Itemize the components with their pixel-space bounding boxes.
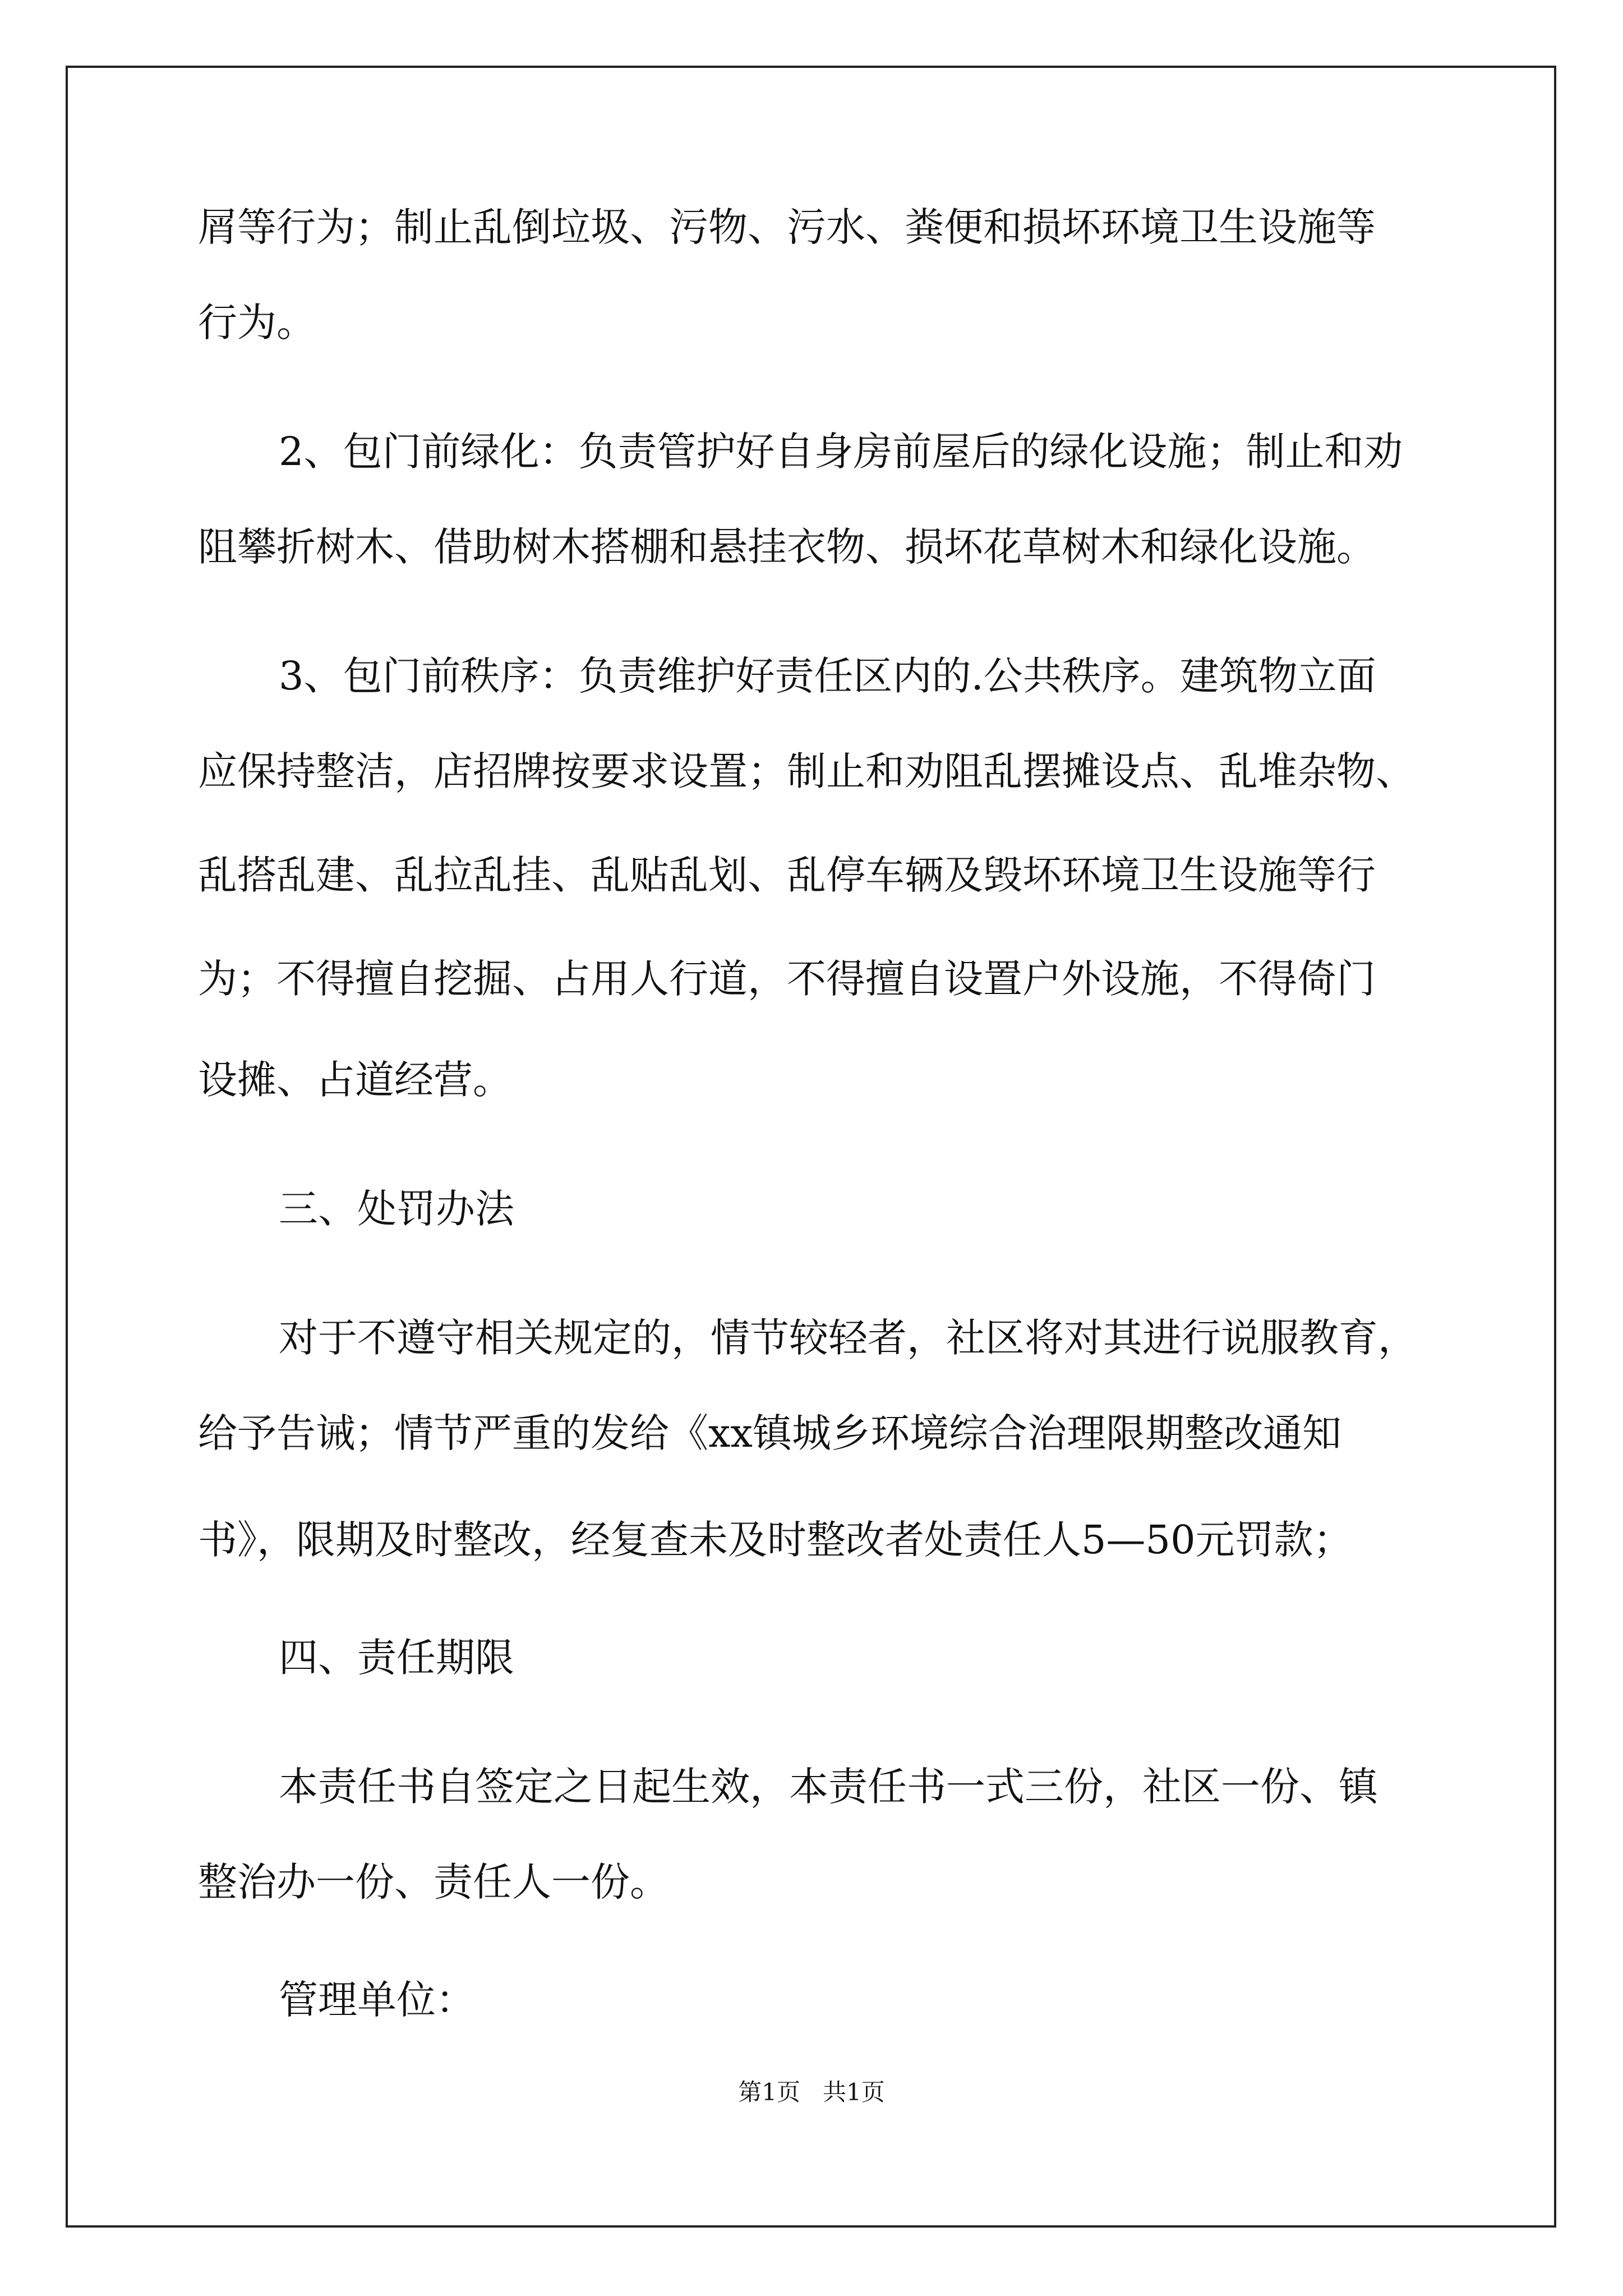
text-line: 行为。 xyxy=(198,300,316,346)
signature-label: 管理单位： xyxy=(279,1977,475,2023)
text-line: 应保持整洁，店招牌按要求设置；制止和劝阻乱摆摊设点、乱堆杂物、 xyxy=(198,748,1415,794)
text-line: 整治办一份、责任人一份。 xyxy=(198,1859,669,1905)
text-line: 给予告诫；情节严重的发给《xx镇城乡环境综合治理限期整改通知 xyxy=(198,1410,1341,1456)
text-line: 阻攀折树木、借助树木搭棚和悬挂衣物、损坏花草树木和绿化设施。 xyxy=(198,524,1376,570)
text-line: 设摊、占道经营。 xyxy=(198,1057,512,1103)
text-line: 2、包门前绿化：负责管护好自身房前屋后的绿化设施；制止和劝 xyxy=(279,429,1403,475)
text-line: 为；不得擅自挖掘、占用人行道，不得擅自设置户外设施，不得倚门 xyxy=(198,956,1376,1002)
section-heading: 四、责任期限 xyxy=(279,1635,514,1681)
text-line: 本责任书自签定之日起生效，本责任书一式三份，社区一份、镇 xyxy=(279,1764,1378,1810)
page-number-footer: 第1页 共1页 xyxy=(738,2078,885,2106)
text-line: 3、包门前秩序：负责维护好责任区内的.公共秩序。建筑物立面 xyxy=(279,653,1376,699)
section-heading: 三、处罚办法 xyxy=(279,1186,514,1232)
text-line: 书》，限期及时整改，经复查未及时整改者处责任人5—50元罚款； xyxy=(198,1517,1353,1563)
text-line: 对于不遵守相关规定的，情节较轻者，社区将对其进行说服教育， xyxy=(279,1315,1417,1361)
text-line: 屑等行为；制止乱倒垃圾、污物、污水、粪便和损坏环境卫生设施等 xyxy=(198,204,1376,250)
text-line: 乱搭乱建、乱拉乱挂、乱贴乱划、乱停车辆及毁坏环境卫生设施等行 xyxy=(198,852,1376,898)
